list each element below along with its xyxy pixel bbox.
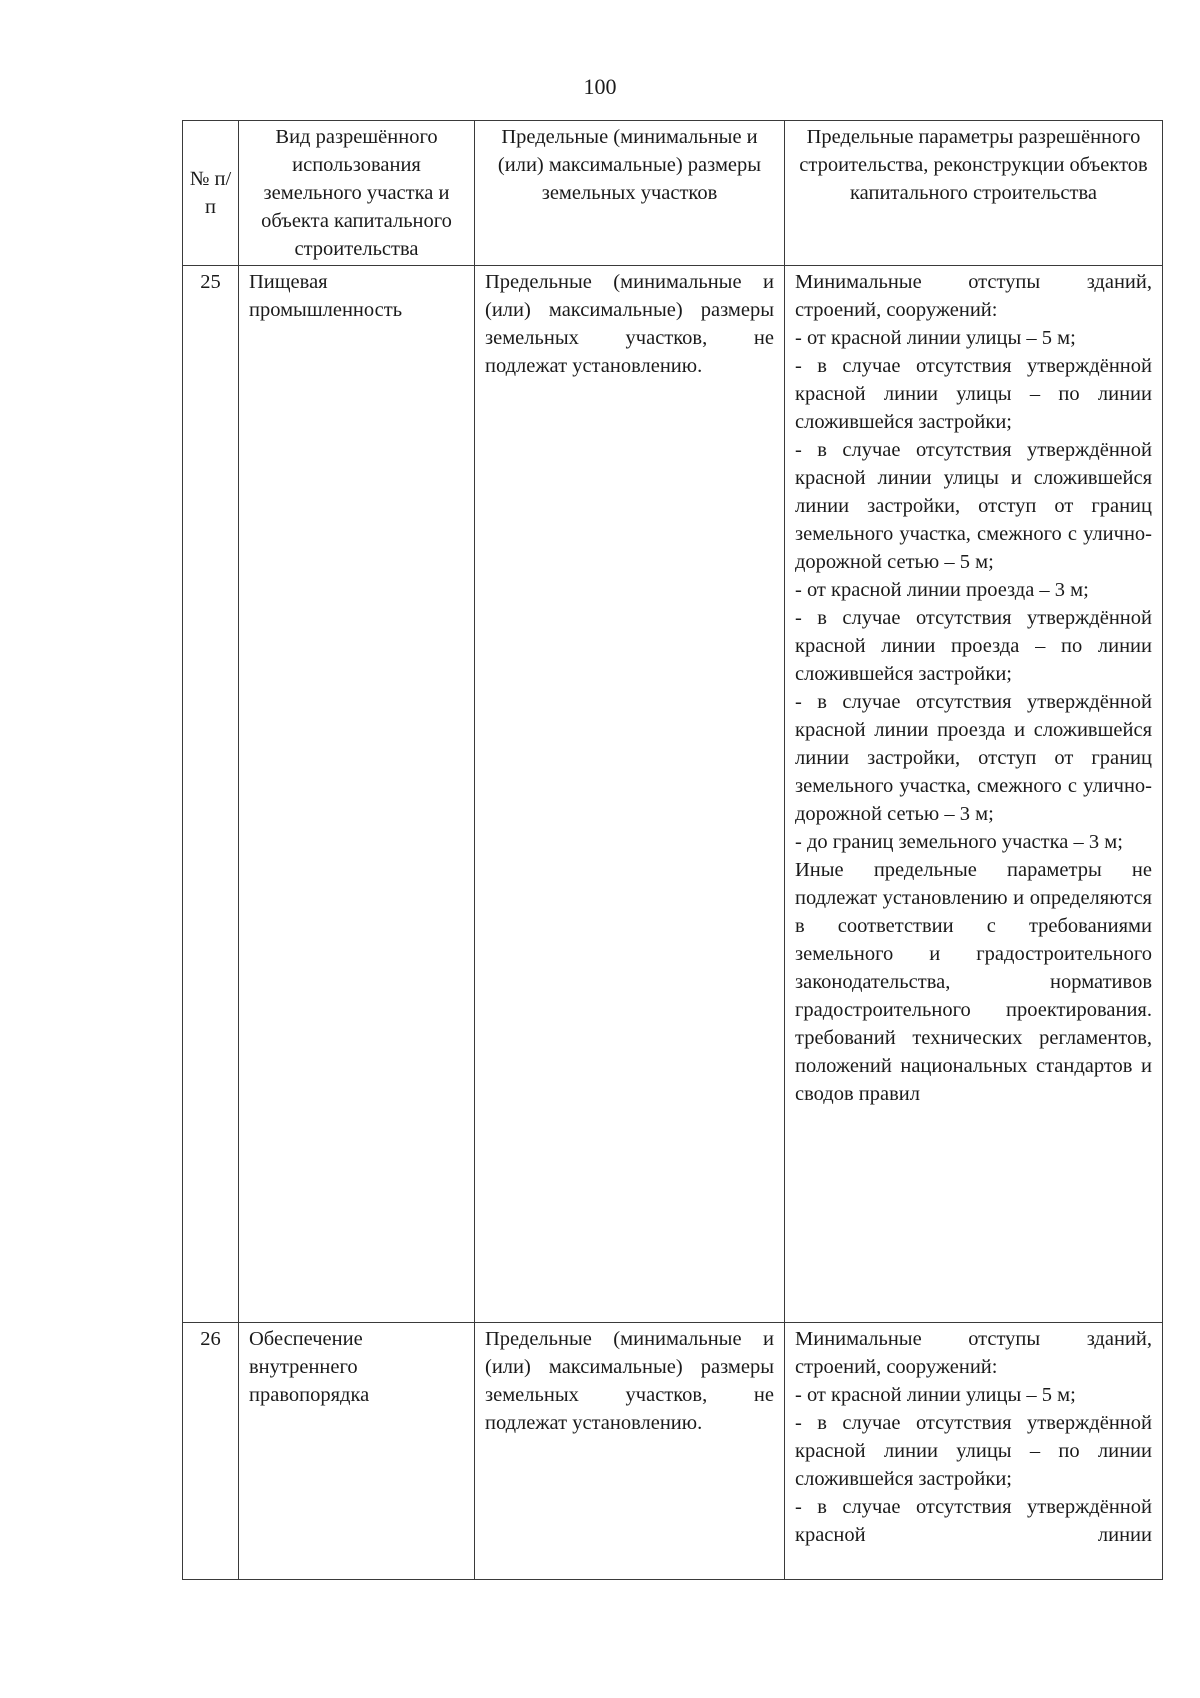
param-paragraph: Минимальные отступы зданий, строений, сооружений: — [795, 1328, 1152, 1378]
row-construction-params — [785, 1323, 1163, 1580]
regulations-table — [182, 120, 1163, 1580]
header-number: № п/п — [183, 121, 239, 266]
param-paragraph: - в случае отсутствия утверждённой красной линии — [795, 1496, 1152, 1546]
row-use-kind: Пищевая промышленность — [239, 266, 475, 1323]
param-paragraph: Иные предельные параметры не подлежат установлению и определяются в соответствии с требованиями земельного и градостроительного законодательства, нормативов градостроительного проектирования. требований технических регламентов, положений национальных стандартов и сводов правил — [795, 859, 1152, 1105]
table-row — [183, 1323, 1163, 1580]
header-use-kind: Вид разрешённого использования земельного участка и объекта капитального строительства — [239, 121, 475, 266]
row-number: 26 — [183, 1323, 239, 1580]
table-row — [183, 266, 1163, 1323]
param-paragraph: - в случае отсутствия утверждённой красной линии проезда и сложившейся линии застройки, отступ от границ земельного участка, смежного с улично-дорожной сетью – 3 м; — [795, 691, 1152, 825]
row-plot-sizes: Предельные (минимальные и (или) максимальные) размеры земельных участков, не подлежат установлению. — [475, 266, 785, 1323]
param-paragraph: - в случае отсутствия утверждённой красной линии улицы – по линии сложившейся застройки; — [795, 1412, 1152, 1490]
param-paragraph: Минимальные отступы зданий, строений, сооружений: — [795, 271, 1152, 321]
param-paragraph: - от красной линии улицы – 5 м; — [795, 327, 1076, 349]
header-construction-params: Предельные параметры разрешённого строительства, реконструкции объектов капитального строительства — [785, 121, 1163, 266]
table-header-row — [183, 121, 1163, 266]
page-number: 100 — [583, 74, 617, 99]
param-paragraph: - до границ земельного участка – 3 м; — [795, 831, 1123, 853]
param-paragraph: - в случае отсутствия утверждённой красной линии улицы и сложившейся линии застройки, отступ от границ земельного участка, смежного с улично-дорожной сетью – 5 м; — [795, 439, 1152, 573]
header-plot-sizes: Предельные (минимальные и (или) максимальные) размеры земельных участков — [475, 121, 785, 266]
param-paragraph: - от красной линии проезда – 3 м; — [795, 579, 1089, 601]
param-paragraph: - в случае отсутствия утверждённой красной линии проезда – по линии сложившейся застройки; — [795, 607, 1152, 685]
row-construction-params — [785, 266, 1163, 1323]
row-plot-sizes: Предельные (минимальные и (или) максимальные) размеры земельных участков, не подлежат установлению. — [475, 1323, 785, 1580]
param-paragraph: - в случае отсутствия утверждённой красной линии улицы – по линии сложившейся застройки; — [795, 355, 1152, 433]
param-paragraph: - от красной линии улицы – 5 м; — [795, 1384, 1076, 1406]
row-use-kind: Обеспечение внутреннего правопорядка — [239, 1323, 475, 1580]
row-number: 25 — [183, 266, 239, 1323]
